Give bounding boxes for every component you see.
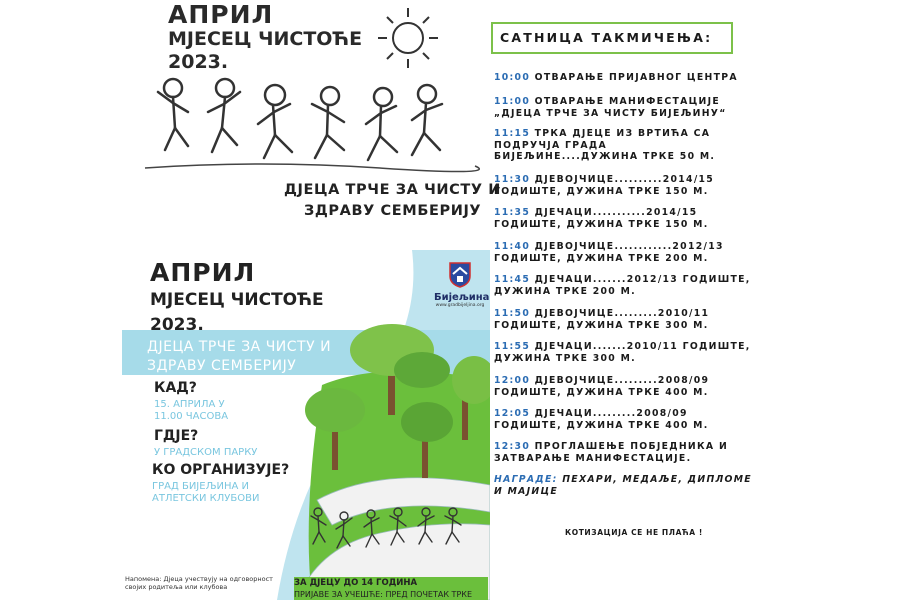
schedule-time: 10:00: [494, 72, 531, 83]
schedule-time: 11:40: [494, 241, 531, 252]
schedule-entry: [494, 441, 728, 464]
schedule-text-line2: ДУЖИНА ТРКЕ 200 М.: [494, 285, 636, 297]
schedule-text-line1: ДЈЕЧАЦИ.......2010/11 ГОДИШТЕ,: [530, 341, 751, 352]
awards-line1: ПЕХАРИ, МЕДАЉЕ, ДИПЛОМЕ: [557, 474, 752, 485]
schedule-time: 11:00: [494, 96, 531, 107]
running-kids: [158, 79, 442, 160]
band-line2: ЗДРАВУ СЕМБЕРИЈУ: [147, 358, 297, 374]
where-answer: У ГРАДСКОМ ПАРКУ: [154, 447, 258, 458]
top-title-month: МЈЕСЕЦ ЧИСТОЋЕ: [168, 28, 363, 50]
schedule-text-line2: ПОДРУЧЈА ГРАДА: [494, 139, 607, 151]
organizer-answer-line2: АТЛЕТСКИ КЛУБОВИ: [152, 493, 260, 504]
top-subtitle-line2: ЗДРАВУ СЕМБЕРИЈУ: [304, 203, 482, 219]
schedule-title: САТНИЦА ТАКМИЧЕЊА:: [500, 30, 713, 45]
schedule-text-line1: ПРОГЛАШЕЊЕ ПОБЈЕДНИКА И: [530, 441, 729, 452]
logo-name: Бијељина: [434, 292, 490, 303]
top-subtitle-line1: ДЈЕЦА ТРЧЕ ЗА ЧИСТУ И: [284, 182, 502, 198]
schedule-time: 12:00: [494, 375, 531, 386]
schedule-text-line1: ОТВАРАЊЕ ПРИЈАВНОГ ЦЕНТРА: [530, 72, 738, 83]
schedule-text-line2: „ДЈЕЦА ТРЧЕ ЗА ЧИСТУ БИЈЕЉИНУ“: [494, 107, 727, 119]
poster-title-year: 2023.: [150, 315, 204, 335]
poster-note: [125, 575, 273, 591]
event-poster: [122, 250, 490, 600]
schedule-entry: [494, 408, 709, 431]
schedule-text-line1: ТРКА ДЈЕЦЕ ИЗ ВРТИЋА СА: [530, 128, 711, 139]
schedule-entry: [494, 72, 738, 84]
schedule-entry: [494, 96, 727, 119]
coat-of-arms-icon: [449, 262, 471, 288]
top-poster-subtitle: [284, 180, 501, 222]
schedule-time: 12:05: [494, 408, 531, 419]
fee-notice: КОТИЗАЦИЈА СЕ НЕ ПЛАЋА !: [565, 528, 703, 537]
schedule-text-line1: ДЈЕВОЈЧИЦЕ.........2010/11: [530, 308, 710, 319]
schedule-entry: [494, 375, 709, 398]
poster-title: [150, 258, 324, 338]
awards: [494, 474, 752, 497]
schedule-entry: [494, 274, 751, 297]
schedule-entry: [494, 308, 709, 331]
schedule-time: 11:55: [494, 341, 531, 352]
age-limit: ЗА ДЈЕЦУ ДО 14 ГОДИНА: [294, 578, 418, 588]
organizer-answer-line1: ГРАД БИЈЕЉИНА И: [152, 481, 250, 492]
poster-organizer: [152, 462, 289, 505]
poster-band-text: [147, 338, 331, 376]
where-question: ГДЈЕ?: [154, 428, 199, 444]
schedule-text-line1: ДЈЕВОЈЧИЦЕ..........2014/15: [530, 174, 715, 185]
poster-title-month: МЈЕСЕЦ ЧИСТОЋЕ: [150, 290, 324, 310]
schedule-text-line1: ДЈЕВОЈЧИЦЕ.........2008/09: [530, 375, 710, 386]
awards-line2: И МАЈИЦЕ: [494, 485, 559, 497]
note-line2: својих родитеља или клубова: [125, 583, 228, 591]
schedule-time: 11:30: [494, 174, 531, 185]
schedule-text-line1: ДЈЕЧАЦИ.......2012/13 ГОДИШТЕ,: [530, 274, 751, 285]
poster-title-april: АПРИЛ: [150, 258, 256, 287]
schedule-text-line2: ДУЖИНА ТРКЕ 300 М.: [494, 352, 636, 364]
organizer-question: КО ОРГАНИЗУЈЕ?: [152, 462, 290, 478]
signup-info: ПРИЈАВЕ ЗА УЧЕШЋЕ: ПРЕД ПОЧЕТАК ТРКЕ: [294, 590, 473, 599]
schedule-text-line1: ДЈЕВОЈЧИЦЕ............2012/13: [530, 241, 724, 252]
logo-url: www.gradbijeljina.org: [435, 303, 485, 308]
poster-bottom-info: [294, 577, 488, 600]
schedule-time: 11:50: [494, 308, 531, 319]
poster-where: [154, 428, 257, 459]
schedule-text-line2: ЗАТВАРАЊЕ МАНИФЕСТАЦИЈЕ.: [494, 452, 692, 464]
schedule-text-line2: ГОДИШТЕ, ДУЖИНА ТРКЕ 400 М.: [494, 386, 709, 398]
schedule-text-line2: ГОДИШТЕ, ДУЖИНА ТРКЕ 150 М.: [494, 218, 709, 230]
schedule-entry: [494, 341, 751, 364]
schedule-time: 12:30: [494, 441, 531, 452]
schedule-entry: [494, 128, 715, 163]
schedule-text-line2: ГОДИШТЕ, ДУЖИНА ТРКЕ 150 М.: [494, 185, 709, 197]
when-answer-line1: 15. АПРИЛА У: [154, 399, 225, 410]
schedule-text-line2: ГОДИШТЕ, ДУЖИНА ТРКЕ 400 М.: [494, 419, 709, 431]
top-title-year: 2023.: [168, 51, 229, 73]
schedule-entry: [494, 174, 714, 197]
schedule-entry: [494, 241, 724, 264]
schedule-time: 11:35: [494, 207, 531, 218]
sun-icon: [378, 8, 438, 68]
running-kids-illustration: [140, 0, 480, 180]
schedule-text-line2: ГОДИШТЕ, ДУЖИНА ТРКЕ 300 М.: [494, 319, 709, 331]
band-line1: ДЈЕЦА ТРЧЕ ЗА ЧИСТУ И: [147, 339, 332, 355]
when-answer-line2: 11.00 ЧАСОВА: [154, 411, 229, 422]
schedule-text-line2: ГОДИШТЕ, ДУЖИНА ТРКЕ 200 М.: [494, 252, 709, 264]
when-question: КАД?: [154, 380, 197, 396]
poster-when: [154, 380, 228, 423]
schedule-text-line1: ОТВАРАЊЕ МАНИФЕСТАЦИЈЕ: [530, 96, 721, 107]
schedule-text-line1: ДЈЕЧАЦИ.........2008/09: [530, 408, 688, 419]
schedule-time: 11:15: [494, 128, 531, 139]
top-title-april: АПРИЛ: [168, 0, 274, 29]
awards-label: НАГРАДЕ:: [494, 474, 558, 485]
schedule-text-line1: ДЈЕЧАЦИ...........2014/15: [530, 207, 698, 218]
city-logo: [434, 262, 490, 308]
schedule-entry: [494, 207, 709, 230]
note-line1: Напомена: Дјеца учествују на одговорност: [125, 575, 273, 583]
schedule-text-line3: БИЈЕЉИНЕ....ДУЖИНА ТРКЕ 50 М.: [494, 151, 716, 163]
schedule-time: 11:45: [494, 274, 531, 285]
